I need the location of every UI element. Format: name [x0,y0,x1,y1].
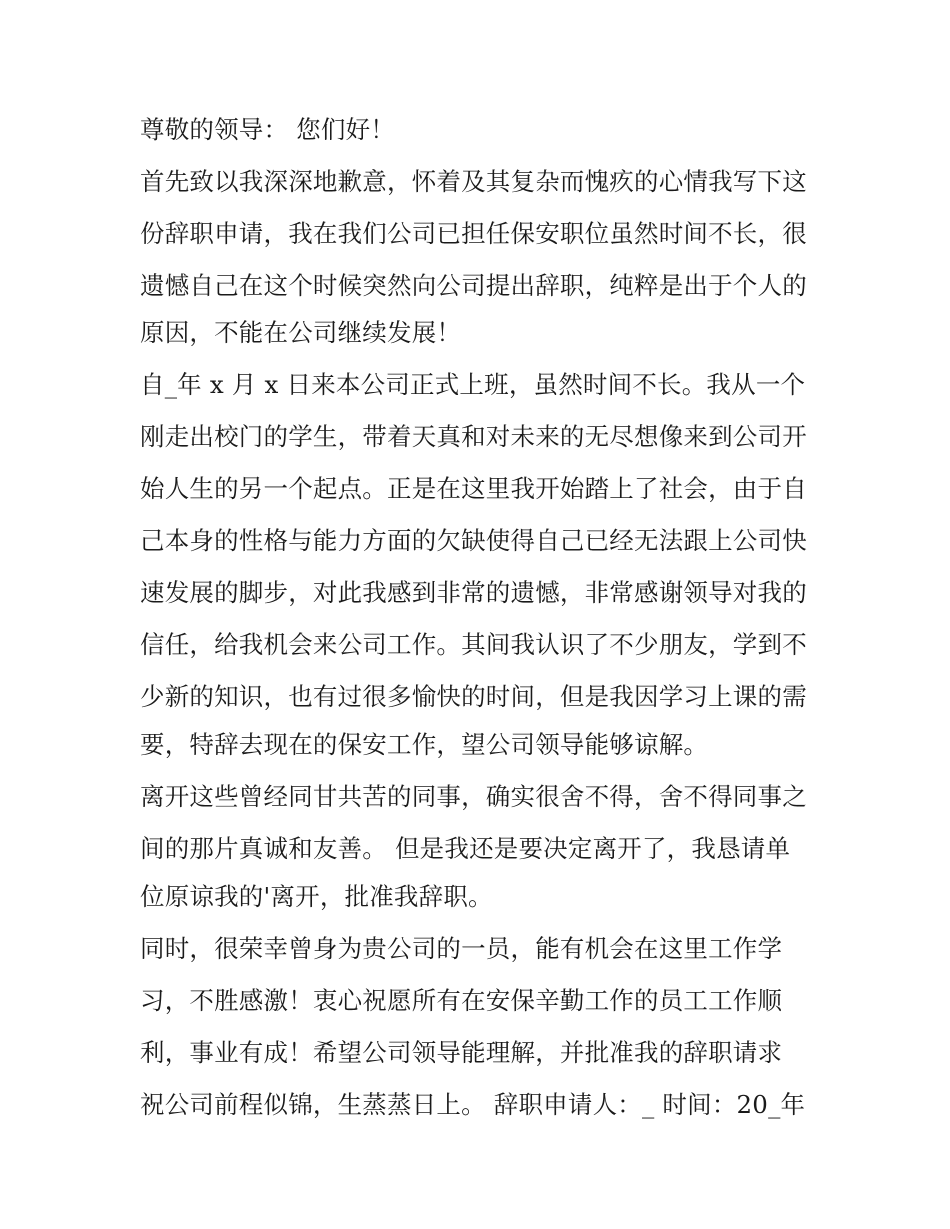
paragraph-4-line-2: 习，不胜感激！衷心祝愿所有在安保辛勤工作的员工工作顺 [140,986,783,1015]
paragraph-2-line-1: 自_年 x 月 x 日来本公司正式上班，虽然时间不长。我从一个 [140,370,806,399]
closing-signature-line: 祝公司前程似锦，生蒸蒸日上。 辞职申请人：_ 时间：20_年 [140,1090,806,1119]
paragraph-1-line-2: 份辞职申请，我在我们公司已担任保安职位虽然时间不长，很 [140,219,807,248]
paragraph-1-line-1: 首先致以我深深地歉意，怀着及其复杂而愧疚的心情我写下这 [140,167,807,196]
paragraph-2-line-4: 己本身的性格与能力方面的欠缺使得自己已经无法跟上公司快 [140,526,807,555]
paragraph-1-line-4: 原因，不能在公司继续发展！ [140,318,462,347]
paragraph-4-line-3: 利，事业有成！希望公司领导能理解，并批准我的辞职请求 [140,1038,783,1067]
paragraph-2-line-6: 信任，给我机会来公司工作。其间我认识了不少朋友，学到不 [140,630,807,659]
paragraph-4-line-1: 同时，很荣幸曾身为贵公司的一员，能有机会在这里工作学 [140,934,783,963]
paragraph-1-line-3: 遗憾自己在这个时候突然向公司提出辞职，纯粹是出于个人的 [140,271,807,300]
paragraph-2-line-5: 速发展的脚步，对此我感到非常的遗憾，非常感谢领导对我的 [140,578,807,607]
paragraph-3-line-1: 离开这些曾经同甘共苦的同事，确实很舍不得，舍不得同事之 [140,782,807,811]
greeting-line: 尊敬的领导： 您们好！ [140,115,395,144]
paragraph-3-line-3: 位原谅我的'离开，批准我辞职。 [140,882,493,911]
paragraph-3-line-2: 间的那片真诚和友善。 但是我还是要决定离开了，我恳请单 [140,834,791,863]
paragraph-2-line-7: 少新的知识，也有过很多愉快的时间，但是我因学习上课的需 [140,682,807,711]
paragraph-2-line-3: 始人生的另一个起点。正是在这里我开始踏上了社会，由于自 [140,474,807,503]
paragraph-2-line-2: 刚走出校门的学生，带着天真和对未来的无尽想像来到公司开 [140,422,807,451]
paragraph-2-line-8: 要，特辞去现在的保安工作，望公司领导能够谅解。 [140,730,709,759]
